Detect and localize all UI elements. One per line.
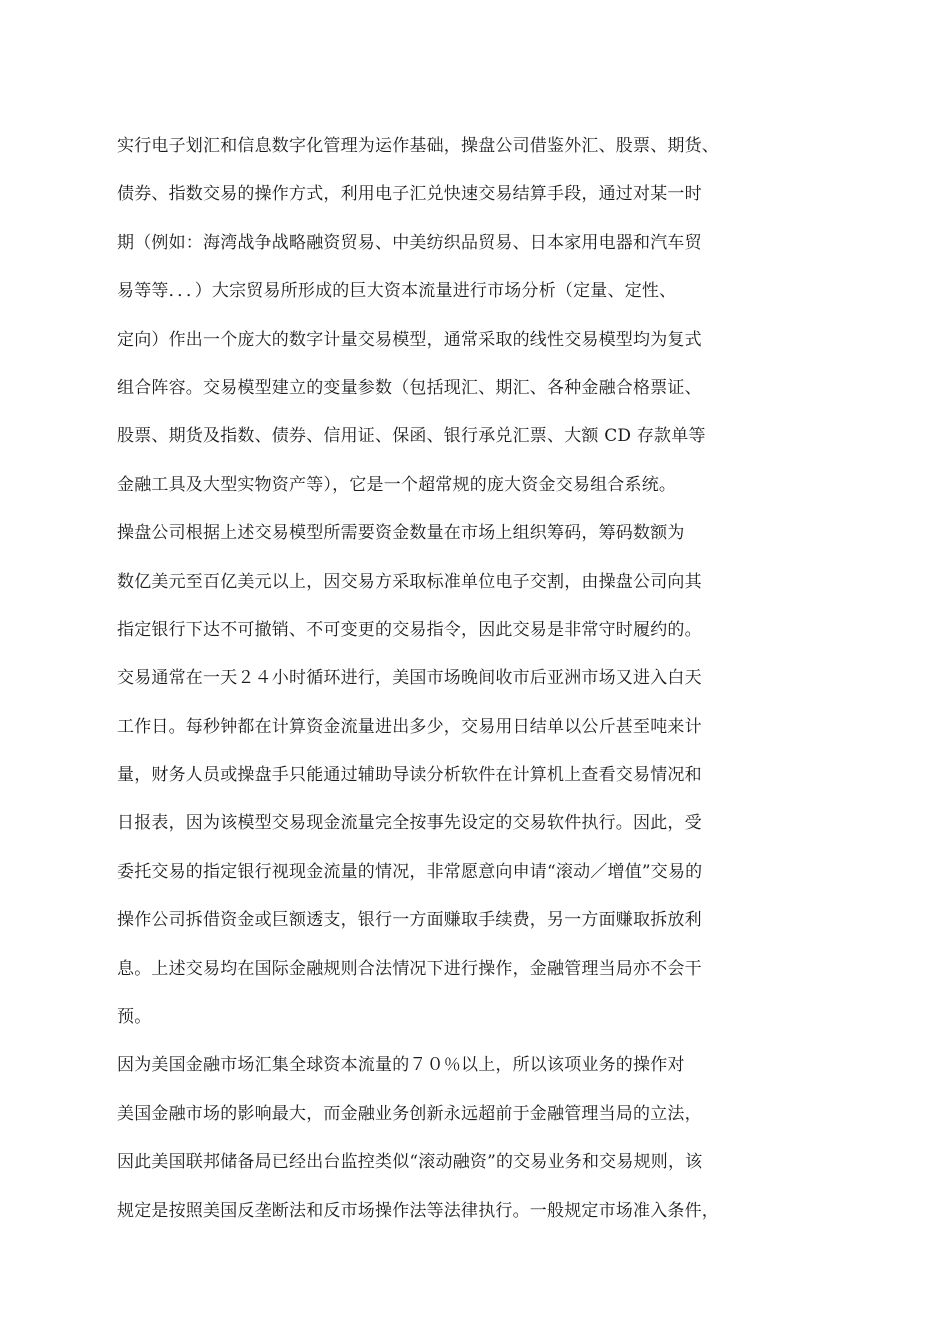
text-line: 息。上述交易均在国际金融规则合法情况下进行操作，金融管理当局亦不会干: [117, 958, 702, 979]
text-line: 量，财务人员或操盘手只能通过辅助导读分析软件在计算机上查看交易情况和: [117, 765, 702, 786]
body-text: [117, 132, 757, 1245]
text-line: 预。: [117, 1007, 152, 1028]
text-line: 实行电子划汇和信息数字化管理为运作基础，操盘公司借鉴外汇、股票、期货、: [117, 136, 719, 156]
text-line: 因此美国联邦储备局已经出台监控类似“滚动融资”的交易业务和交易规则，该: [117, 1152, 703, 1173]
text-line: 股票、期货及指数、债券、信用证、保函、银行承兑汇票、大额 CD 存款单等: [117, 426, 706, 447]
text-line: 因为美国金融市场汇集全球资本流量的７０％以上，所以该项业务的操作对: [117, 1055, 685, 1076]
text-line: 指定银行下达不可撤销、不可变更的交易指令，因此交易是非常守时履约的。: [117, 619, 702, 640]
text-line: 工作日。每秒钟都在计算资金流量进出多少，交易用日结单以公斤甚至吨来计: [117, 716, 702, 737]
text-line: 操作公司拆借资金或巨额透支，银行一方面赚取手续费，另一方面赚取拆放利: [117, 910, 702, 931]
text-line: 数亿美元至百亿美元以上，因交易方采取标准单位电子交割，由操盘公司向其: [117, 571, 702, 592]
text-line: 期（例如：海湾战争战略融资贸易、中美纺织品贸易、日本家用电器和汽车贸: [117, 232, 702, 253]
text-line: 金融工具及大型实物资产等），它是一个超常规的庞大资金交易组合系统。: [117, 474, 677, 495]
text-line: 定向）作出一个庞大的数字计量交易模型，通常采取的线性交易模型均为复式: [117, 329, 702, 350]
text-line: 交易通常在一天２４小时循环进行，美国市场晚间收市后亚洲市场又进入白天: [117, 668, 702, 689]
text-line: 操盘公司根据上述交易模型所需要资金数量在市场上组织筹码，筹码数额为: [117, 523, 685, 544]
text-line: 美国金融市场的影响最大，而金融业务创新永远超前于金融管理当局的立法，: [117, 1103, 702, 1124]
text-line: 规定是按照美国反垄断法和反市场操作法等法律执行。一般规定市场准入条件，: [117, 1200, 719, 1221]
text-line: 组合阵容。交易模型建立的变量参数（包括现汇、期汇、各种金融合格票证、: [117, 377, 702, 398]
text-line: 债券、指数交易的操作方式，利用电子汇兑快速交易结算手段，通过对某一时: [117, 184, 702, 205]
text-line: 日报表，因为该模型交易现金流量完全按事先设定的交易软件执行。因此，受: [117, 813, 702, 834]
text-line: 委托交易的指定银行视现金流量的情况，非常愿意向申请“滚动／增值”交易的: [117, 861, 703, 882]
text-line: 易等等．．．）大宗贸易所形成的巨大资本流量进行市场分析（定量、定性、: [117, 281, 677, 302]
